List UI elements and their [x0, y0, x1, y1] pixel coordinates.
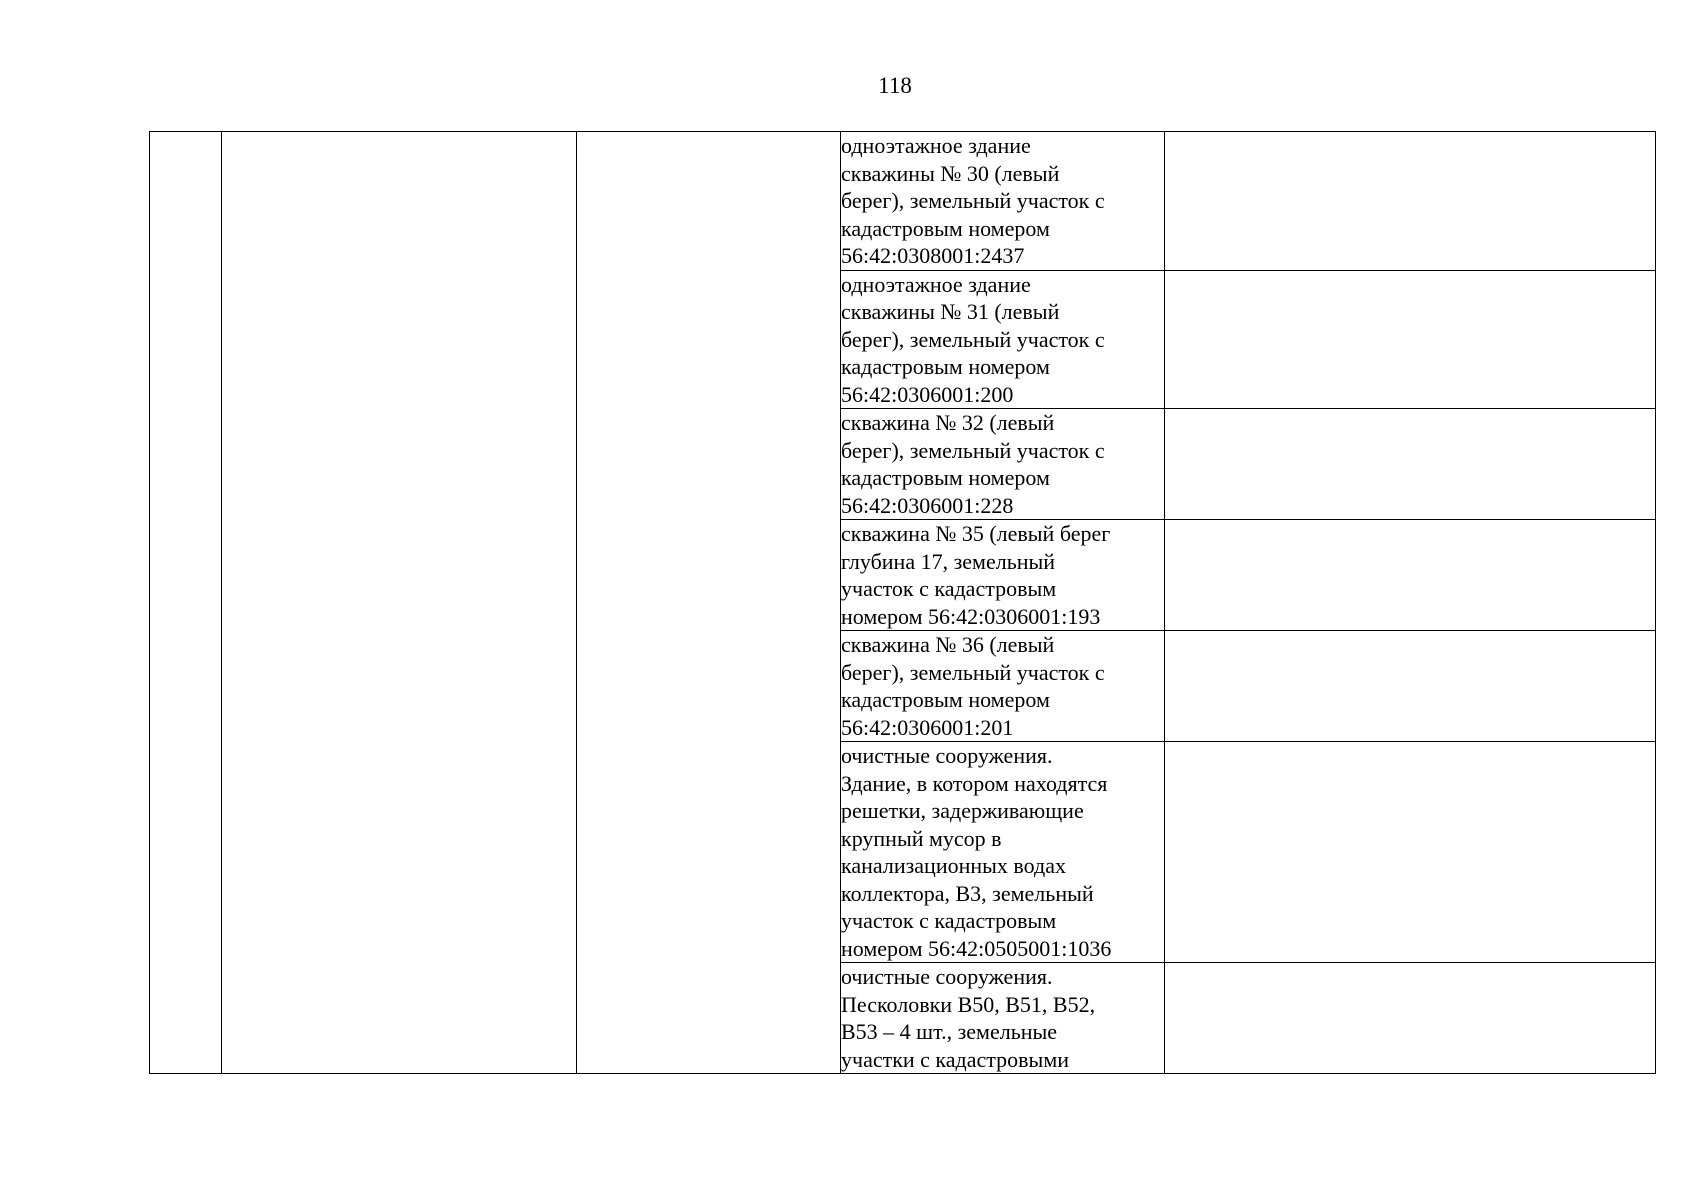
- object-note-cell: [1165, 963, 1656, 1074]
- page-number: 118: [878, 73, 912, 98]
- col-name-cell: [222, 132, 577, 1074]
- object-description-cell: скважина № 32 (левый берег), земельный участок с кадастровым номером 56:42:0306001:228: [841, 409, 1165, 520]
- object-note-cell: [1165, 742, 1656, 963]
- object-description-cell: скважина № 35 (левый берег глубина 17, земельный участок с кадастровым номером 56:42:0306001:193: [841, 520, 1165, 631]
- object-note-cell: [1165, 409, 1656, 520]
- object-description-cell: очистные сооружения. Здание, в котором находятся решетки, задерживающие крупный мусор в канализационных водах коллектора, В3, земельный участок с кадастровым номером 56:42:0505001:1036: [841, 742, 1165, 963]
- object-description-cell: одноэтажное здание скважины № 30 (левый берег), земельный участок с кадастровым номером 56:42:0308001:2437: [841, 132, 1165, 271]
- object-note-cell: [1165, 132, 1656, 271]
- object-description-cell: одноэтажное здание скважины № 31 (левый берег), земельный участок с кадастровым номером 56:42:0306001:200: [841, 270, 1165, 409]
- col-location-cell: [577, 132, 841, 1074]
- property-table: [149, 131, 1656, 1074]
- object-description-cell: скважина № 36 (левый берег), земельный участок с кадастровым номером 56:42:0306001:201: [841, 631, 1165, 742]
- table-row: [150, 132, 1656, 271]
- object-note-cell: [1165, 270, 1656, 409]
- object-note-cell: [1165, 631, 1656, 742]
- object-description-cell: очистные сооружения. Песколовки В50, В51, В52, В53 – 4 шт., земельные участки с кадастровыми: [841, 963, 1165, 1074]
- col-number-cell: [150, 132, 222, 1074]
- object-note-cell: [1165, 520, 1656, 631]
